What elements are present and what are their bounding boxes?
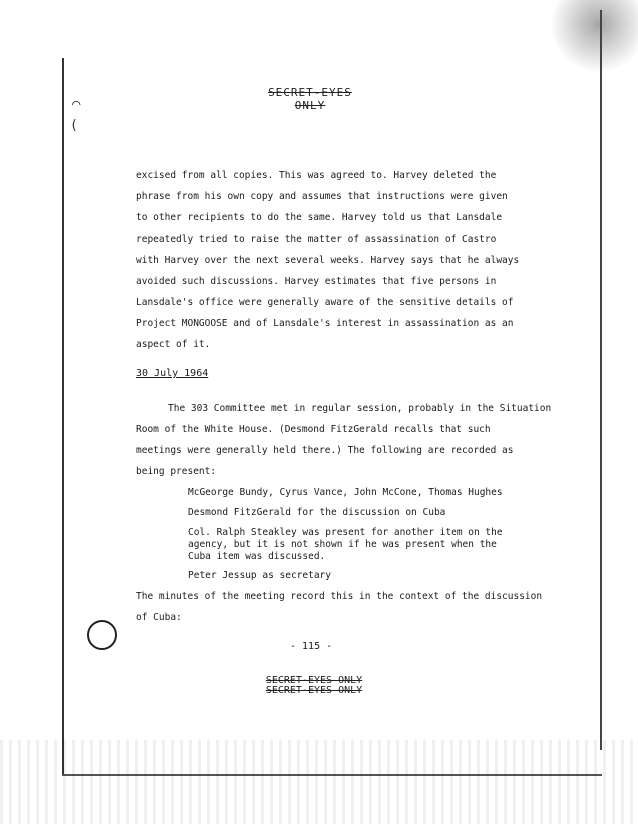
- classification-header: SECRET-EYES ONLY: [268, 86, 352, 112]
- body-line: The 303 Committee met in regular session, probably in the Situation: [168, 403, 552, 414]
- body-line: being present:: [136, 466, 217, 477]
- body-line: Room of the White House. (Desmond FitzGerald recalls that such: [136, 424, 491, 435]
- classification-footer: [255, 676, 373, 696]
- frame-line-right: [600, 10, 602, 750]
- frame-line-left: [62, 58, 64, 776]
- page-number: - 115 -: [290, 641, 333, 652]
- body-line: of Cuba:: [136, 612, 182, 623]
- scan-smudge: [540, 0, 638, 80]
- body-line: meetings were generally held there.) The following are recorded as: [136, 445, 514, 456]
- section-date: 30 July 1964: [136, 368, 209, 379]
- footer-line: SECRET-EYES ONLY: [265, 675, 363, 686]
- body-line: avoided such discussions. Harvey estimates that five persons in: [136, 276, 497, 287]
- attendee-note: Col. Ralph Steakley was present for another item on the: [188, 527, 503, 538]
- body-line: excised from all copies. This was agreed to. Harvey deleted the: [136, 170, 497, 181]
- margin-mark: ⌒: [72, 96, 81, 112]
- body-line: to other recipients to do the same. Harvey told us that Lansdale: [136, 212, 503, 223]
- body-line: with Harvey over the next several weeks. Harvey says that he always: [136, 255, 520, 266]
- body-line: aspect of it.: [136, 339, 211, 350]
- attendee-note: Cuba item was discussed.: [188, 551, 326, 562]
- body-line: repeatedly tried to raise the matter of assassination of Castro: [136, 234, 497, 245]
- attendee-line: McGeorge Bundy, Cyrus Vance, John McCone, Thomas Hughes: [188, 487, 503, 498]
- attendee-line: Desmond FitzGerald for the discussion on Cuba: [188, 507, 446, 518]
- punch-hole: [87, 620, 117, 650]
- margin-mark: (: [70, 118, 78, 133]
- body-line: The minutes of the meeting record this in the context of the discussion: [136, 591, 543, 602]
- secretary-line: Peter Jessup as secretary: [188, 570, 331, 581]
- body-line: Lansdale's office were generally aware of the sensitive details of: [136, 297, 514, 308]
- body-line: Project MONGOOSE and of Lansdale's interest in assassination as an: [136, 318, 514, 329]
- body-line: phrase from his own copy and assumes that instructions were given: [136, 191, 508, 202]
- attendee-note: agency, but it is not shown if he was present when the: [188, 539, 497, 550]
- footer-line: SECRET-EYES ONLY: [265, 685, 363, 696]
- scan-noise: [0, 740, 638, 824]
